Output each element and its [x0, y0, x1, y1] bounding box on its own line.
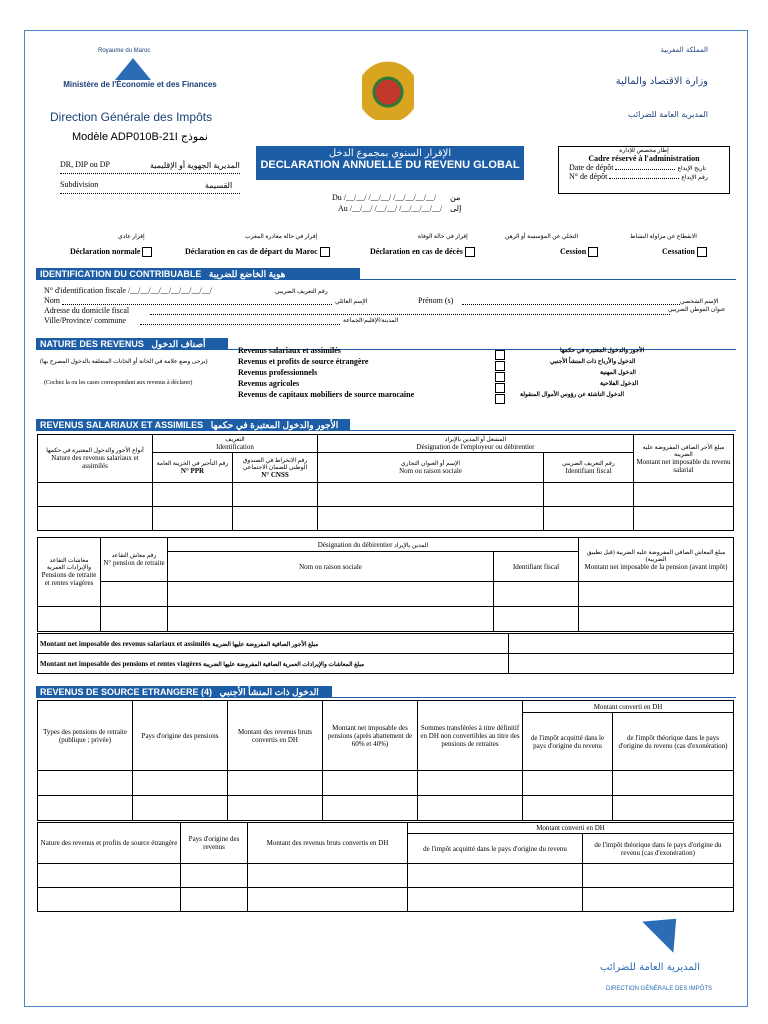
title-ar: الإقرار السنوي بمجموع الدخل [328, 148, 452, 159]
nature-item-2: Revenus professionnels [238, 368, 318, 377]
if-field[interactable]: N° d'identification fiscale /__/__/__/__/__/__/__/__/ [44, 286, 212, 295]
col-ident-fiscal-ar: رقم التعريف الضريبي [562, 461, 615, 467]
salariaux-table [37, 434, 734, 531]
col-montant-ar: مبلغ الأجر الصافي المفروضة عليه الضريبة [642, 444, 725, 458]
col-ident-fiscal-fr: Identifiant fiscal [565, 467, 612, 475]
nature-item-0: Revenus salariaux et assimilés [238, 346, 341, 355]
col-designation [318, 435, 634, 453]
decl-deces[interactable] [370, 247, 475, 257]
nature-note-fr: (Cochez la ou les cases correspondant aux revenus à déclarer) [44, 380, 193, 386]
table-row[interactable] [38, 507, 734, 531]
nature-title-ar: أصناف الدخول [151, 339, 206, 349]
col-num-pension [101, 538, 168, 582]
table-row[interactable] [38, 888, 734, 912]
num-depot-field[interactable] [609, 178, 679, 179]
total-pens-label: Montant net imposable des pensions et rentes viagères [40, 659, 202, 668]
model-number: Modèle ADP010B-21I نموذج [72, 131, 208, 143]
period-to[interactable]: Au /__/__/ /__/__/ /__/__/__/__/ [338, 204, 443, 213]
nom-label: Nom [44, 296, 60, 305]
col-nom-raison [318, 453, 544, 483]
coat-of-arms-icon [362, 58, 414, 120]
col-e2-nature: Nature des revenus et profits de source étrangère [38, 823, 181, 864]
decl-normale-label: Déclaration normale [70, 247, 141, 256]
col-e2-pays: Pays d'origine des revenus [181, 823, 248, 864]
ar-kingdom: المملكة المغربية [660, 46, 708, 54]
date-depot-ar: تاريخ الإيداع [677, 166, 707, 172]
nature-note-ar: (يرجى وضع علامة في الخانة أو الخانات المتعلقة بالدخول المصرح بها) [40, 359, 208, 365]
nature-item-1: Revenus et profits de source étrangère [238, 357, 369, 366]
subdivision-label: Subdivision [60, 180, 99, 189]
col-ident [153, 435, 318, 453]
ministry-logo-icon [115, 58, 151, 80]
identification-bar [36, 268, 360, 280]
subdivision-field[interactable] [60, 193, 240, 194]
col-p-ident: Identifiant fiscal [494, 552, 579, 582]
table-row[interactable] [38, 582, 734, 607]
col-pensions [38, 538, 101, 607]
decl-cession-label: Cession [560, 247, 587, 256]
ministry-name: Ministère de l'Économie et des Finances [63, 80, 217, 89]
col-p-designation-fr: Désignation du débirentier [317, 540, 393, 549]
footer-ar: المديرية العامة للضرائب [600, 962, 700, 973]
col-nature-fr: Nature des revenus salariaux et assimilés [51, 454, 139, 470]
col-e2-acquitte: de l'impôt acquitté dans le pays d'origine du revenu [408, 834, 583, 864]
etrangere-title: REVENUS DE SOURCE ETRANGERE [40, 687, 199, 697]
salariaux-title-ar: الأجور والدخول المعتبرة في حكمها [210, 420, 339, 430]
totals-table [37, 633, 734, 674]
col-e2-bruts: Montant des revenus bruts convertis en DH [248, 823, 408, 864]
col-p-nom: Nom ou raison sociale [168, 552, 494, 582]
dr-field[interactable] [60, 173, 240, 174]
col-p-montant-ar: مبلغ المعاش الصافي المفروضة عليه الضريبة (قبل تطبيق الضريبة) [586, 549, 726, 563]
total-sal-label-ar: مبلغ الأجور الصافية المفروضة عليها الضريبة [212, 641, 319, 648]
decl-cessation-ar: الانقطاع عن مزاولة النشاط [630, 234, 697, 240]
col-e2-theorique: de l'impôt théorique dans le pays d'origine du revenu (cas d'exonération) [583, 834, 734, 864]
admin-box [558, 146, 730, 194]
dgi-name: Direction Générale des Impôts [50, 110, 213, 124]
etrangere-table-2 [37, 822, 734, 912]
col-e-sommes: Sommes transférées à titre définitif en DH non convertibles au titre des pensions de retraites [418, 701, 523, 771]
col-cnss-ar: رقم الانخراط في الصندوق الوطني للضمان الاجتماعي [242, 457, 308, 471]
identification-title: IDENTIFICATION DU CONTRIBUABLE [40, 269, 202, 279]
salariaux-title: REVENUS SALARIAUX ET ASSIMILES [40, 420, 204, 430]
decl-normale[interactable] [70, 247, 152, 257]
nom-label-ar: الإسم العائلي [335, 299, 368, 305]
col-p-montant [579, 538, 734, 582]
etrangere-title-ar: الدخول ذات المنشأ الأجنبي [219, 687, 319, 697]
decl-depart-ar: إقرار في حالة مغادرة المغرب [245, 234, 318, 240]
adresse-label-ar: عنوان الموطن الضريبي [668, 307, 726, 313]
col-e-acquitte: de l'impôt acquitté dans le pays d'origine du revenu [523, 713, 613, 771]
nom-field[interactable] [62, 304, 332, 305]
col-ppr-fr: N° PPR [180, 467, 205, 475]
decl-cession[interactable] [560, 247, 598, 257]
decl-normale-checkbox[interactable] [142, 247, 152, 257]
col-e-net: Montant net imposable des pensions (après abattement de 60% et 40%) [323, 701, 418, 771]
table-row[interactable] [38, 771, 734, 796]
nature-item-ar-0: الأجور والدخول المعتبرة في حكمها [560, 348, 645, 354]
col-designation-ar: المشغل أو المدين بالإيراد [444, 437, 507, 443]
admin-title-ar: إطار مخصص للإدارة [619, 148, 669, 154]
num-depot-label: N° de dépôt [569, 172, 608, 181]
col-ident-ar: التعريف [225, 437, 245, 443]
ville-field[interactable] [140, 324, 340, 325]
col-nature [38, 435, 153, 483]
decl-depart-checkbox[interactable] [320, 247, 330, 257]
title-fr: DECLARATION ANNUELLE DU REVENU GLOBAL [260, 159, 520, 171]
etrangere-table-1 [37, 700, 734, 821]
col-pensions-fr: Pensions de retraite et rentes viagères [41, 571, 97, 587]
col-nature-ar: أنواع الأجور والدخول المعتبرة في حكمها [46, 448, 144, 454]
table-row[interactable] [38, 607, 734, 632]
total-sal-label: Montant net imposable des revenus salariaux et assimilés [40, 639, 211, 648]
col-ident-fiscal [544, 453, 634, 483]
nature-checkbox-4[interactable] [495, 390, 505, 408]
nature-item-ar-4: الدخول الناشئة عن رؤوس الأموال المنقولة [520, 392, 625, 398]
col-cnss [233, 453, 318, 483]
period-from[interactable]: Du /__/__/ /__/__/ /__/__/__/__/ [332, 193, 437, 202]
col-montant-fr: Montant net imposable du revenu salarial [636, 457, 731, 474]
pensions-table [37, 537, 734, 632]
col-ident-fr: Identification [216, 443, 254, 451]
table-row[interactable] [38, 483, 734, 507]
dr-label-ar: المديرية الجهوية أو الإقليمية [150, 161, 240, 170]
decl-normale-ar: إقرار عادي [118, 234, 145, 240]
period-from-ar: من [450, 193, 461, 202]
col-p-designation [168, 538, 579, 552]
total-sal-field[interactable] [509, 634, 734, 654]
ar-dgi: المديرية العامة للضرائب [628, 110, 708, 119]
col-p-designation-ar: المدين بالإيراد [394, 542, 429, 549]
ar-ministry: وزارة الاقتصاد والمالية [615, 76, 708, 87]
adresse-label: Adresse du domicile fiscal [44, 306, 130, 315]
total-pens-field[interactable] [509, 654, 734, 674]
admin-title: Cadre réservé à l'administration [588, 154, 700, 163]
col-ppr [153, 453, 233, 483]
col-e-bruts: Montant des revenus bruts convertis en DH [228, 701, 323, 771]
footer-fr: DIRECTION GÉNÉRALE DES IMPÔTS [606, 986, 713, 992]
col-ppr-ar: رقم التأجير في الخزينة العامة [156, 461, 229, 467]
col-nom-raison-fr: Nom ou raison sociale [399, 467, 462, 475]
decl-cessation[interactable] [662, 247, 707, 257]
col-e-pays: Pays d'origine des pensions [133, 701, 228, 771]
prenom-label: Prénom (s) [418, 296, 454, 305]
nature-item-ar-3: الدخول الفلاحية [600, 381, 639, 387]
ville-label: Ville/Province/ commune [44, 316, 126, 325]
col-num-pension-fr: N° pension de retraite [103, 559, 165, 567]
date-depot-field[interactable] [615, 169, 675, 170]
table-row[interactable] [38, 864, 734, 888]
title-banner [256, 146, 524, 180]
decl-cessation-checkbox[interactable] [697, 247, 707, 257]
decl-cessation-label: Cessation [662, 247, 695, 256]
if-label-ar: رقم التعريف الضريبي [275, 289, 328, 295]
prenom-label-ar: الإسم الشخصي [680, 299, 719, 305]
kingdom-label: Royaume du Maroc [98, 48, 151, 54]
ville-label-ar: المدينة/الإقليم/الجماعة [343, 318, 399, 324]
etrangere-bar: REVENUS DE SOURCE ETRANGERE (4) الدخول ذات المنشأ الأجنبي [36, 686, 332, 698]
subdivision-label-ar: القسيمة [205, 181, 233, 190]
col-e2-converti: Montant converti en DH [408, 823, 734, 834]
dr-label: DR, DIP ou DP [60, 160, 110, 169]
decl-cession-checkbox[interactable] [588, 247, 598, 257]
col-e-converti: Montant converti en DH [523, 701, 734, 713]
period-to-ar: إلى [450, 204, 462, 213]
decl-deces-checkbox[interactable] [465, 247, 475, 257]
table-row[interactable] [38, 796, 734, 821]
decl-deces-ar: إقرار في حالة الوفاة [418, 234, 468, 240]
total-pens-label-ar: مبلغ المعاشات والإيرادات العمرية الصافية المفروضة عليها الضريبة [203, 661, 365, 668]
col-pensions-ar: معاشات التقاعد والإيرادات العمرية [46, 558, 92, 571]
decl-cession-ar: التخلي عن المؤسسة أو الرهن [505, 234, 579, 240]
col-p-montant-fr: Montant net imposable de la pension (avant impôt) [584, 562, 728, 571]
col-nom-raison-ar: الإسم أو العنوان التجاري [400, 461, 461, 467]
col-cnss-fr: N° CNSS [261, 470, 289, 479]
col-montant [634, 435, 734, 483]
date-depot-label: Date de dépôt [569, 163, 614, 172]
prenom-field[interactable] [462, 304, 680, 305]
col-num-pension-ar: رقم معاش التقاعد [111, 553, 157, 559]
nature-bar [36, 338, 228, 350]
decl-depart[interactable] [185, 247, 330, 257]
nature-title: NATURE DES REVENUS [40, 339, 144, 349]
nature-item-ar-1: الدخول والأرباح ذات المنشأ الأجنبي [550, 359, 636, 365]
nature-item-3: Revenus agricoles [238, 379, 300, 388]
adresse-field[interactable] [150, 314, 670, 315]
identification-title-ar: هوية الخاضع للضريبة [208, 269, 286, 279]
num-depot-ar: رقم الإيداع [681, 175, 708, 181]
nature-item-4: Revenus de capitaux mobiliers de source marocaine [238, 390, 415, 399]
col-e-theorique: de l'impôt théorique dans le pays d'origine du revenu (cas d'exonération) [613, 713, 734, 771]
salariaux-bar [36, 419, 350, 431]
col-e-types: Types des pensions de retraite (publique ; privée) [38, 701, 133, 771]
total-sal-row [38, 634, 509, 654]
total-pens-row [38, 654, 509, 674]
nature-item-ar-2: الدخول المهنية [600, 370, 636, 376]
decl-deces-label: Déclaration en cas de décès [370, 247, 463, 256]
col-designation-fr: Désignation de l'employeur ou débirentier [416, 443, 535, 451]
decl-depart-label: Déclaration en cas de départ du Maroc [185, 247, 318, 256]
